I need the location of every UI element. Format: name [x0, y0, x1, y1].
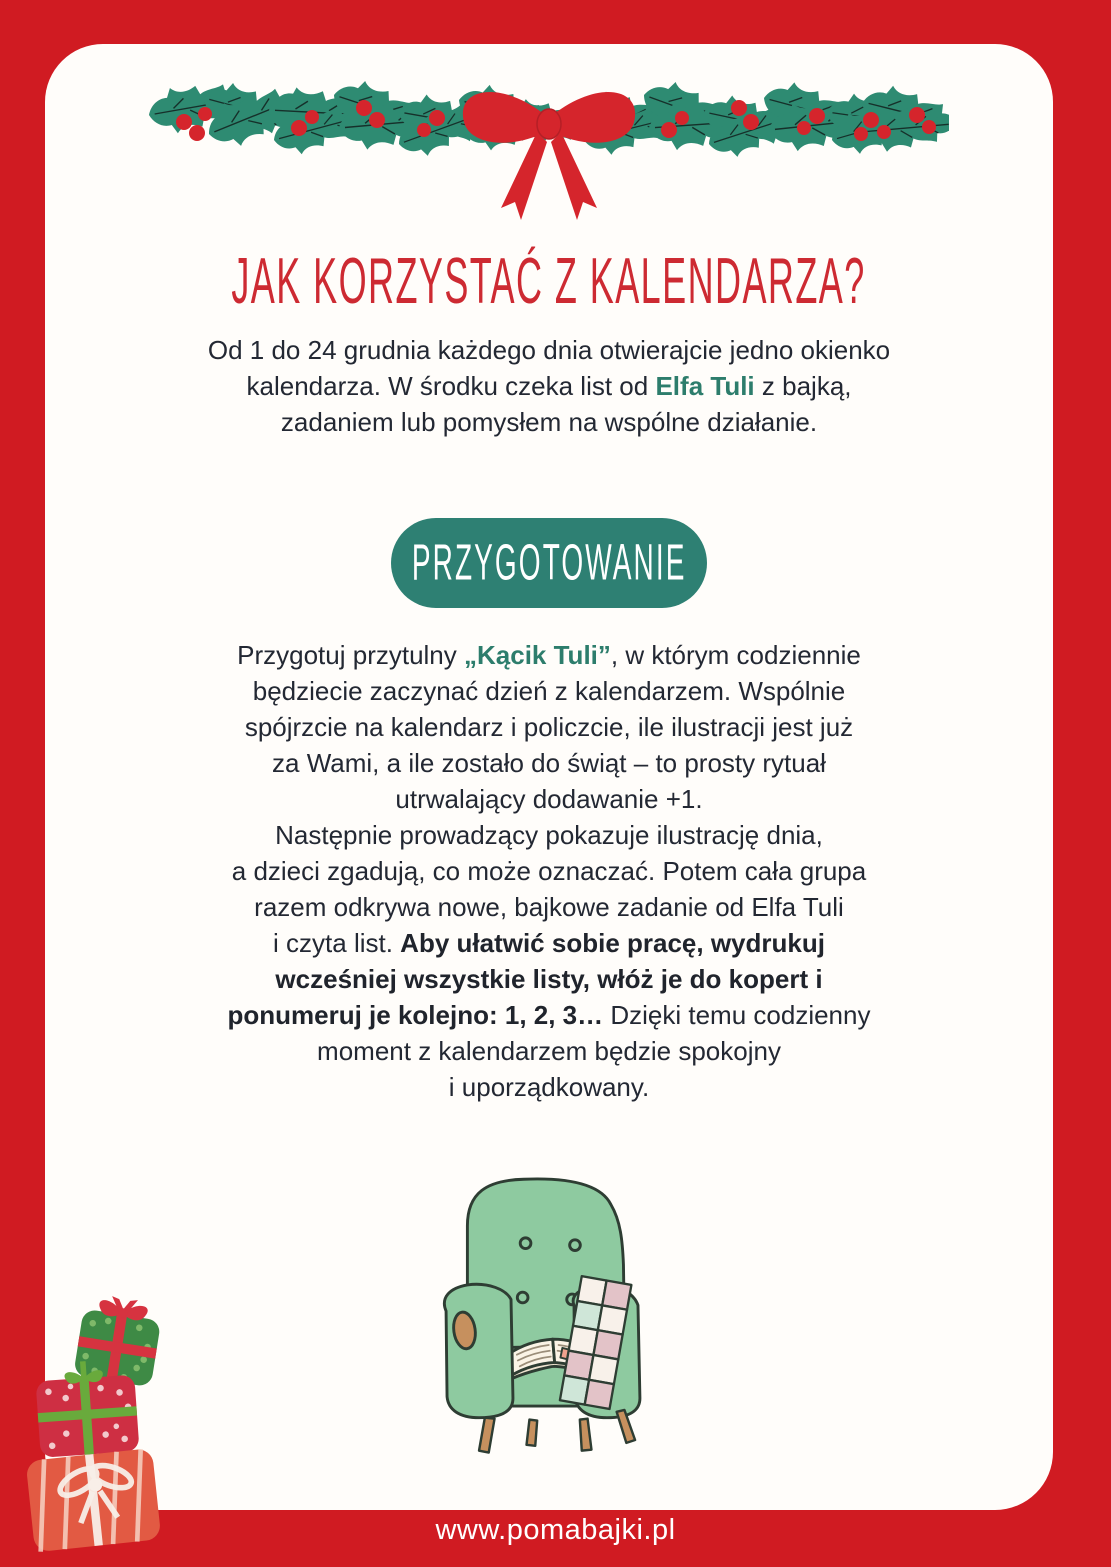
text-segment: a dzieci zgadują, co może oznaczać. Potem cała grupa: [231, 856, 867, 886]
text-segment: kalendarza. W środku czeka list od: [246, 371, 656, 401]
text-segment: będziecie zaczynać dzień z kalendarzem. Wspólnie: [252, 676, 846, 706]
text-segment: Elfa Tuli: [655, 371, 755, 401]
text-segment: razem odkrywa nowe, bajkowe zadanie od Elfa Tuli: [254, 892, 844, 922]
text-segment: , w którym codziennie: [610, 640, 861, 670]
gift-bottom-striped: [26, 1448, 162, 1552]
section-badge-przygotowanie: PRZYGOTOWANIE: [391, 518, 707, 608]
footer-url: www.pomabajki.pl: [435, 1514, 676, 1546]
text-segment: wcześniej wszystkie listy, włóż je do kopert i: [275, 964, 823, 994]
text-segment: utrwalający dodawanie +1.: [395, 784, 703, 814]
text-segment: zadaniem lub pomysłem na wspólne działanie.: [280, 407, 818, 437]
text-segment: „Kącik Tuli”: [464, 640, 611, 670]
intro-paragraph: [45, 332, 1053, 440]
text-segment: Przygotuj przytulny: [237, 640, 464, 670]
text-segment: Dzięki temu codzienny: [603, 1000, 871, 1030]
text-segment: Aby ułatwić sobie pracę, wydrukuj: [400, 928, 825, 958]
gift-top-green: [73, 1292, 164, 1387]
text-segment: za Wami, a ile zostało do świąt – to prosty rytuał: [272, 748, 826, 778]
page-title: JAK KORZYSTAĆ Z KALENDARZA?: [231, 244, 867, 318]
red-bow-icon: [463, 92, 635, 220]
gift-stack-illustration: [24, 1288, 164, 1560]
holly-garland-icon: [149, 70, 949, 230]
body-paragraph: [45, 637, 1053, 1105]
text-segment: Od 1 do 24 grudnia każdego dnia otwierajcie jedno okienko: [207, 335, 891, 365]
armchair-illustration: [417, 1162, 669, 1464]
text-segment: i uporządkowany.: [448, 1072, 650, 1102]
text-segment: z bajką,: [754, 371, 852, 401]
text-segment: Następnie prowadzący pokazuje ilustrację dnia,: [275, 820, 823, 850]
content-card: [45, 44, 1053, 1510]
text-segment: i czyta list.: [273, 928, 401, 958]
text-segment: ponumeruj je kolejno: 1, 2, 3…: [227, 1000, 604, 1030]
text-segment: spójrzcie na kalendarz i policzcie, ile ilustracji jest już: [244, 712, 854, 742]
text-segment: moment z kalendarzem będzie spokojny: [317, 1036, 781, 1066]
